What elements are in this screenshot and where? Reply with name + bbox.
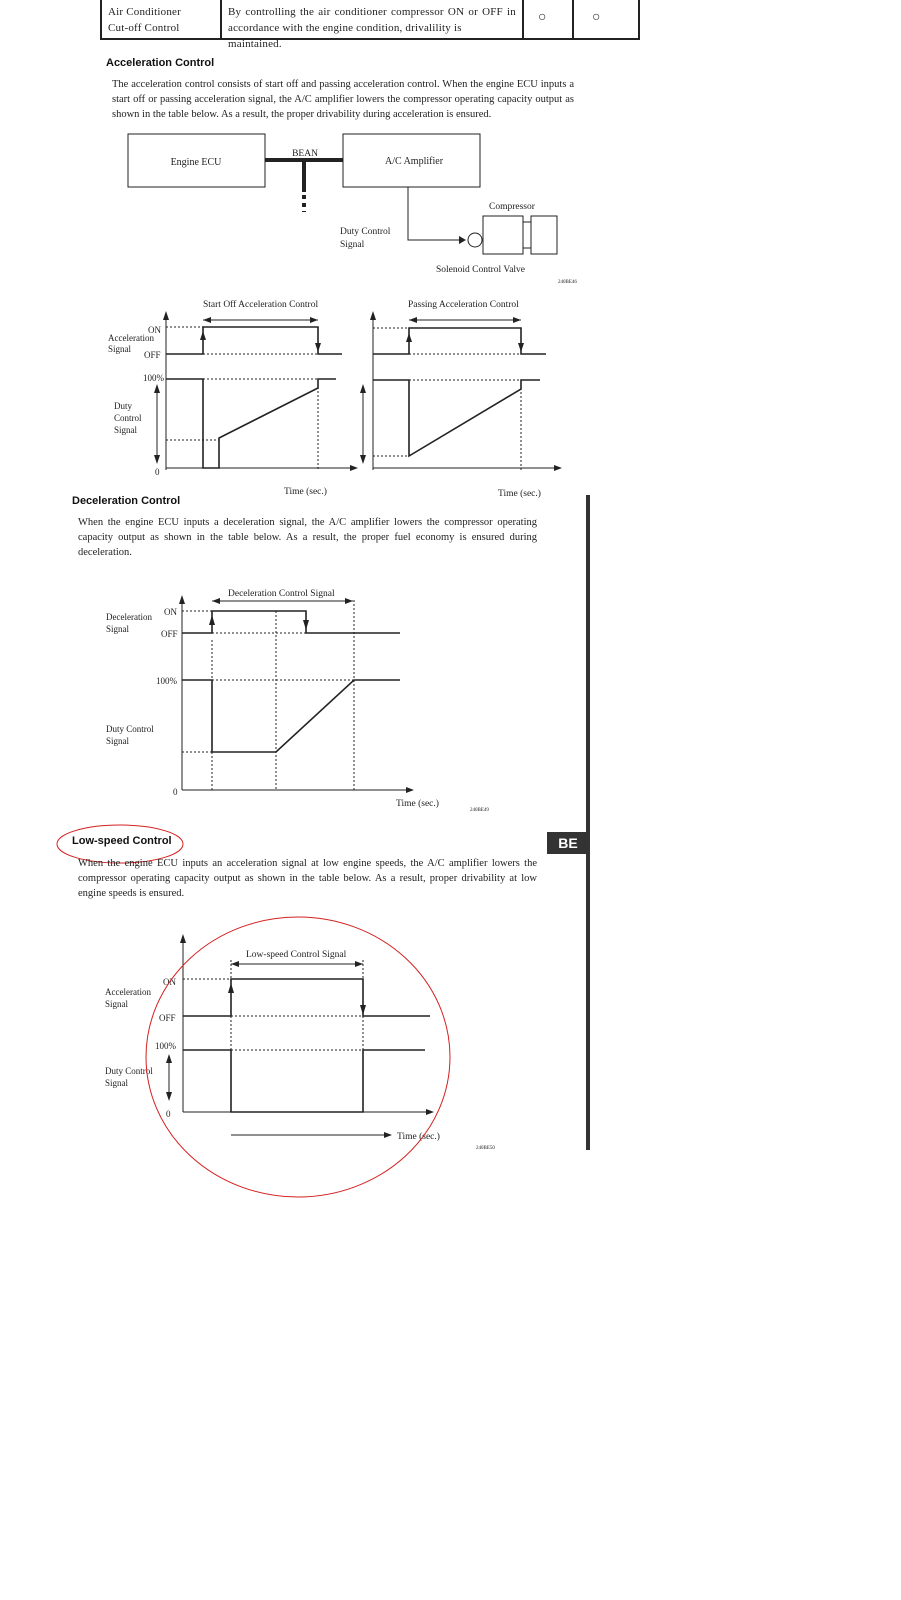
decel-duty-trace <box>182 680 400 752</box>
on-label: ON <box>148 325 161 335</box>
acc-signal-label-1: Acceleration <box>108 333 154 343</box>
decel-title: Deceleration Control Signal <box>228 589 335 599</box>
duty-label-1: Duty Control <box>106 724 154 734</box>
duty-label-2: Signal <box>105 1078 129 1088</box>
on-label: ON <box>163 977 176 987</box>
acceleration-graphs <box>108 299 562 499</box>
acc-signal-label-2: Signal <box>105 999 129 1009</box>
figure-id: 240BE46 <box>558 280 577 285</box>
zero-label: 0 <box>173 787 178 797</box>
compressor-body <box>483 216 523 254</box>
on-label: ON <box>164 607 177 617</box>
pct100-label: 100% <box>155 1041 176 1051</box>
block-diagram <box>128 134 577 285</box>
off-label: OFF <box>159 1013 176 1023</box>
start-off-signal-trace <box>166 327 342 354</box>
compressor-label: Compressor <box>489 202 535 212</box>
decel-signal-label-1: Deceleration <box>106 612 152 622</box>
solenoid-valve-symbol <box>468 233 482 247</box>
engine-ecu-label: Engine ECU <box>170 157 222 168</box>
margin-rule <box>586 495 590 1150</box>
start-off-title: Start Off Acceleration Control <box>203 300 319 310</box>
figure-id: 240BE50 <box>476 1146 495 1151</box>
low-speed-heading: Low-speed Control <box>72 835 172 847</box>
low-speed-paragraph: When the engine ECU inputs an acceleration signal at low engine speeds, the A/C amplifier lowers the compressor operating capacity output as shown in the table below. As a result, proper drivability at low engine speeds is ensured. <box>78 858 537 899</box>
pct100-label: 100% <box>156 676 177 686</box>
passing-duty-trace <box>373 380 540 456</box>
ac-amplifier-label: A/C Amplifier <box>384 156 444 167</box>
duty-label-1: Duty Control <box>105 1066 153 1076</box>
acceleration-paragraph: The acceleration control consists of start off and passing acceleration control. When the engine ECU inputs a start off or passing acceleration signal, the A/C amplifier lowers the compressor operating capacity output as shown in the table below. As a result, the proper drivability during acceleration is ensured. <box>112 79 574 120</box>
time-label: Time (sec.) <box>396 799 439 809</box>
row-label-line: Cut-off Control <box>108 22 180 34</box>
off-label: OFF <box>144 350 161 360</box>
bean-label: BEAN <box>292 149 318 159</box>
acc-signal-label-2: Signal <box>108 344 132 354</box>
low-speed-duty-trace <box>183 1050 425 1112</box>
description-line: accordance with the engine condition, drivalility is maintained. <box>228 22 462 50</box>
pct100-label: 100% <box>143 373 164 383</box>
duty-label-3: Signal <box>114 425 138 435</box>
time-label-2: Time (sec.) <box>498 489 541 499</box>
passing-signal-trace <box>373 328 546 354</box>
solenoid-valve-label: Solenoid Control Valve <box>436 265 526 275</box>
decel-signal-trace <box>182 611 400 633</box>
duty-label-2: Control <box>114 413 142 423</box>
start-off-duty-trace <box>166 379 336 468</box>
duty-signal-line <box>408 187 465 240</box>
applicability-mark: ○ <box>538 10 547 25</box>
row-label-line: Air Conditioner <box>108 6 181 18</box>
deceleration-heading: Deceleration Control <box>72 495 181 507</box>
zero-label: 0 <box>166 1109 171 1119</box>
passing-title: Passing Acceleration Control <box>408 300 519 310</box>
duty-label-2: Signal <box>340 240 365 250</box>
applicability-mark: ○ <box>592 10 601 25</box>
deceleration-paragraph: When the engine ECU inputs a deceleration signal, the A/C amplifier lowers the compressor operating capacity output as shown in the table below. As a result, the proper fuel economy is ensured during deceleration. <box>78 517 537 558</box>
time-label: Time (sec.) <box>397 1132 440 1142</box>
low-speed-signal-trace <box>183 979 430 1016</box>
decel-signal-label-2: Signal <box>106 624 130 634</box>
figure-id: 240BE49 <box>470 808 489 813</box>
acceleration-heading: Acceleration Control <box>106 57 215 69</box>
zero-label: 0 <box>155 467 160 477</box>
low-speed-title: Low-speed Control Signal <box>246 950 347 960</box>
time-label-1: Time (sec.) <box>284 487 327 497</box>
duty-label-1: Duty Control <box>340 227 391 237</box>
duty-label-2: Signal <box>106 736 130 746</box>
section-tab-be[interactable]: BE <box>547 832 589 854</box>
compressor-coupling <box>523 222 531 248</box>
duty-label-1: Duty <box>114 401 132 411</box>
off-label: OFF <box>161 629 178 639</box>
low-speed-graph <box>105 934 495 1151</box>
deceleration-graph <box>106 589 489 813</box>
description-line: By controlling the air conditioner compressor ON or OFF in <box>228 6 516 18</box>
acc-signal-label-1: Acceleration <box>105 987 151 997</box>
compressor-pulley <box>531 216 557 254</box>
